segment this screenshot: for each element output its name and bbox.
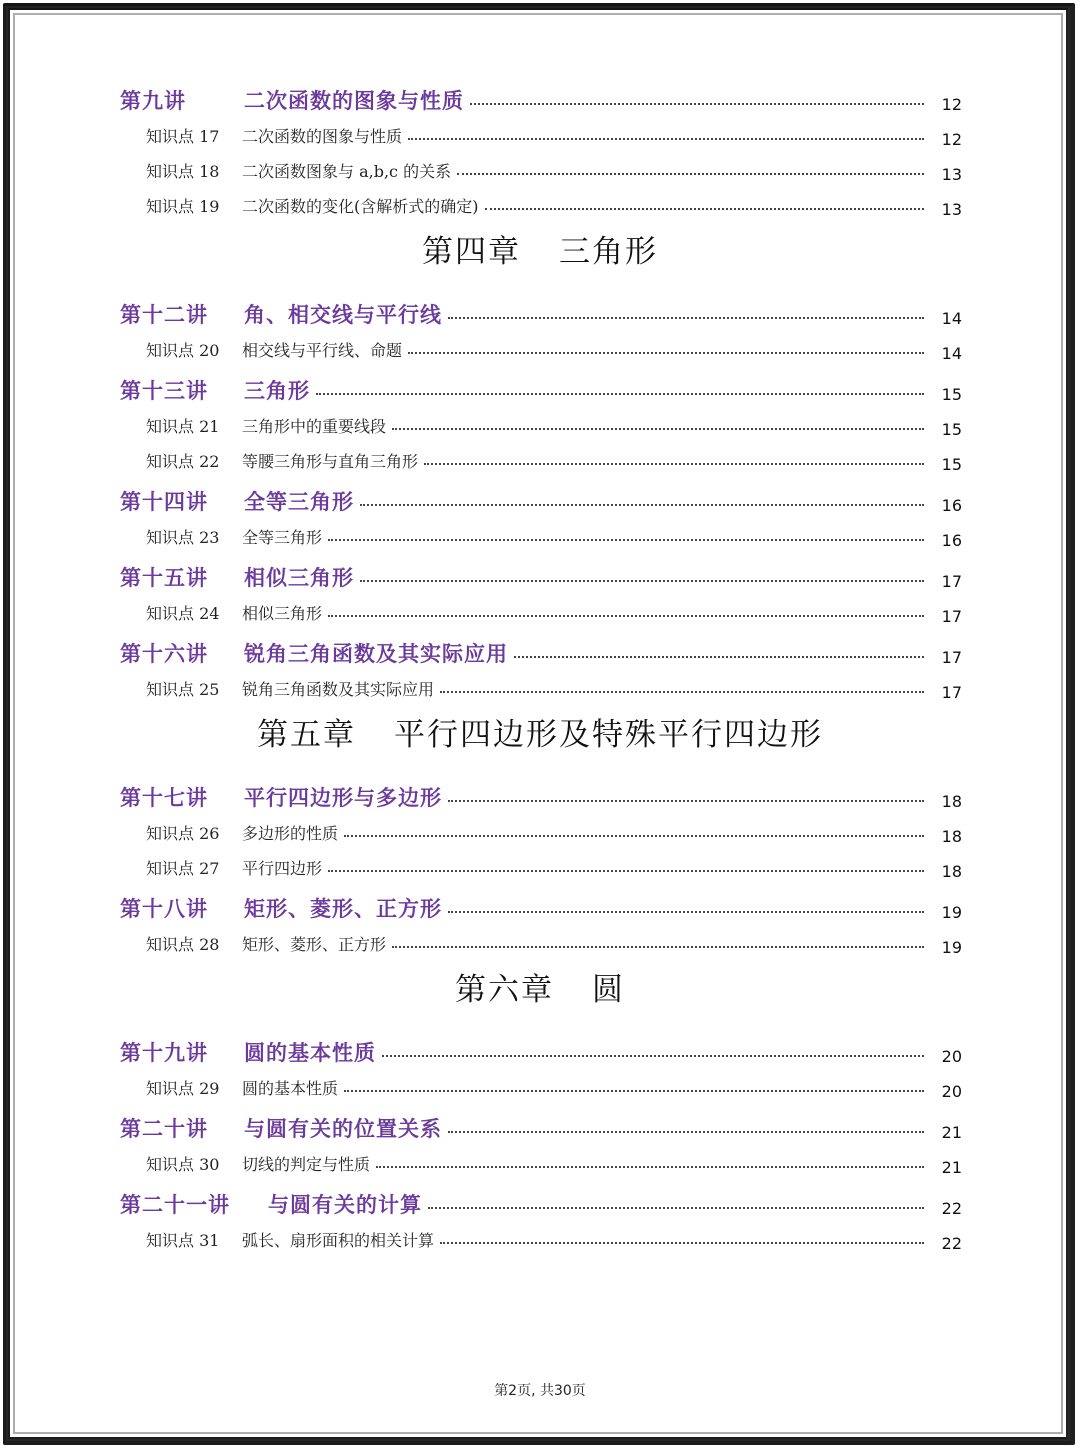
page-number: 21 <box>941 1157 962 1177</box>
dot-leader <box>448 911 924 913</box>
entry-number: 第十八讲 <box>120 897 208 921</box>
entry-number: 知识点 31 <box>146 1230 220 1250</box>
dot-leader <box>448 1131 924 1133</box>
page-number: 17 <box>941 682 962 702</box>
entry-label <box>120 85 464 115</box>
entry-label <box>146 601 322 624</box>
toc-lecture-entry[interactable] <box>120 638 962 668</box>
dot-leader <box>440 691 924 693</box>
entry-title: 全等三角形 <box>242 527 323 547</box>
entry-label <box>120 299 442 329</box>
entry-title: 平行四边形 <box>242 858 323 878</box>
dot-leader <box>440 1242 924 1244</box>
toc-lecture-entry[interactable] <box>120 1113 962 1143</box>
chapter-title: 圆 <box>592 971 625 1008</box>
entry-label <box>146 338 402 361</box>
page-number: 20 <box>941 1081 962 1101</box>
toc-lecture-entry[interactable] <box>120 893 962 923</box>
entry-number: 知识点 25 <box>146 679 220 699</box>
dot-leader <box>448 317 924 319</box>
toc-knowledge-point-entry[interactable] <box>146 673 962 703</box>
toc-lecture-entry[interactable] <box>120 486 962 516</box>
dot-leader <box>470 103 924 105</box>
entry-title: 平行四边形与多边形 <box>244 786 442 810</box>
dot-leader <box>485 208 925 210</box>
entry-number: 知识点 27 <box>146 858 220 878</box>
toc-knowledge-point-entry[interactable] <box>146 334 962 364</box>
entry-label <box>120 893 442 923</box>
entry-label <box>146 159 451 182</box>
entry-title: 全等三角形 <box>244 490 354 514</box>
dot-leader <box>328 615 924 617</box>
chapter-title: 三角形 <box>559 233 658 270</box>
toc-knowledge-point-entry[interactable] <box>146 1148 962 1178</box>
entry-number: 第十四讲 <box>120 490 208 514</box>
toc-lecture-entry[interactable] <box>120 782 962 812</box>
dot-leader <box>428 1207 924 1209</box>
entry-title: 与圆有关的位置关系 <box>244 1117 442 1141</box>
dot-leader <box>328 539 924 541</box>
chapter-number: 第四章 <box>422 233 521 270</box>
entry-number: 知识点 22 <box>146 451 220 471</box>
entry-number: 知识点 19 <box>146 196 220 216</box>
entry-label <box>120 486 354 516</box>
toc-knowledge-point-entry[interactable] <box>146 190 962 220</box>
page-number: 12 <box>941 129 962 149</box>
page-number: 15 <box>941 454 962 474</box>
toc-lecture-entry[interactable] <box>120 299 962 329</box>
entry-label <box>120 1113 442 1143</box>
entry-title: 相似三角形 <box>244 566 354 590</box>
entry-label <box>120 638 508 668</box>
dot-leader <box>360 580 924 582</box>
entry-label <box>146 525 322 548</box>
page-number: 16 <box>941 495 962 515</box>
page-number: 16 <box>941 530 962 550</box>
entry-label <box>146 677 434 700</box>
page-number: 22 <box>941 1233 962 1253</box>
dot-leader <box>408 352 924 354</box>
page-footer: 第2页, 共30页 <box>494 1383 586 1399</box>
entry-label <box>120 375 310 405</box>
chapter-title: 平行四边形及特殊平行四边形 <box>394 716 823 753</box>
entry-number: 知识点 18 <box>146 161 220 181</box>
entry-number: 第二十一讲 <box>120 1193 230 1217</box>
toc-knowledge-point-entry[interactable] <box>146 521 962 551</box>
entry-title: 三角形 <box>244 379 310 403</box>
entry-title: 矩形、菱形、正方形 <box>244 897 442 921</box>
entry-number: 第十三讲 <box>120 379 208 403</box>
entry-title: 圆的基本性质 <box>244 1041 376 1065</box>
toc-lecture-entry[interactable] <box>120 1037 962 1067</box>
entry-title: 矩形、菱形、正方形 <box>242 934 387 954</box>
toc-knowledge-point-entry[interactable] <box>146 852 962 882</box>
entry-title: 多边形的性质 <box>242 823 339 843</box>
page-number: 13 <box>941 199 962 219</box>
chapter-number: 第六章 <box>455 971 554 1008</box>
page-number: 19 <box>941 902 962 922</box>
entry-number: 知识点 20 <box>146 340 220 360</box>
entry-title: 切线的判定与性质 <box>242 1154 371 1174</box>
toc-lecture-entry[interactable] <box>120 562 962 592</box>
page-number: 13 <box>941 164 962 184</box>
toc-lecture-entry[interactable] <box>120 85 962 115</box>
toc-lecture-entry[interactable] <box>120 1189 962 1219</box>
page-number: 18 <box>941 826 962 846</box>
dot-leader <box>457 173 924 175</box>
page-number: 21 <box>941 1122 962 1142</box>
dot-leader <box>344 835 924 837</box>
toc-knowledge-point-entry[interactable] <box>146 155 962 185</box>
entry-label <box>146 1228 434 1251</box>
entry-title: 角、相交线与平行线 <box>244 303 442 327</box>
dot-leader <box>424 463 924 465</box>
dot-leader <box>328 870 924 872</box>
entry-number: 知识点 28 <box>146 934 220 954</box>
entry-number: 第十二讲 <box>120 303 208 327</box>
dot-leader <box>448 800 924 802</box>
entry-label <box>120 782 442 812</box>
entry-number: 第十九讲 <box>120 1041 208 1065</box>
entry-label <box>146 414 386 437</box>
entry-label <box>146 821 338 844</box>
entry-label <box>120 1189 422 1219</box>
dot-leader <box>408 138 924 140</box>
entry-number: 知识点 26 <box>146 823 220 843</box>
entry-label <box>120 562 354 592</box>
toc-lecture-entry[interactable] <box>120 375 962 405</box>
entry-number: 知识点 23 <box>146 527 220 547</box>
entry-number: 知识点 21 <box>146 416 220 436</box>
dot-leader <box>392 428 924 430</box>
entry-title: 相似三角形 <box>242 603 323 623</box>
page-number: 15 <box>941 384 962 404</box>
page-number: 22 <box>941 1198 962 1218</box>
dot-leader <box>360 504 924 506</box>
entry-number: 第九讲 <box>120 89 186 113</box>
dot-leader <box>514 656 924 658</box>
entry-label <box>146 449 418 472</box>
entry-label <box>120 1037 376 1067</box>
entry-title: 锐角三角函数及其实际应用 <box>242 679 435 699</box>
chapter-heading <box>0 226 1080 270</box>
toc-knowledge-point-entry[interactable] <box>146 597 962 627</box>
dot-leader <box>316 393 924 395</box>
toc-knowledge-point-entry[interactable] <box>146 445 962 475</box>
entry-label <box>146 1076 338 1099</box>
entry-title: 二次函数的变化(含解析式的确定) <box>242 196 479 216</box>
toc-knowledge-point-entry[interactable] <box>146 817 962 847</box>
entry-label <box>146 194 479 217</box>
chapter-heading <box>0 709 1080 753</box>
entry-number: 第十五讲 <box>120 566 208 590</box>
page-number: 18 <box>941 861 962 881</box>
page-number: 17 <box>941 647 962 667</box>
page-number: 17 <box>941 571 962 591</box>
chapter-number: 第五章 <box>257 716 356 753</box>
entry-title: 二次函数图象与 a,b,c 的关系 <box>242 161 452 181</box>
dot-leader <box>376 1166 924 1168</box>
entry-number: 第十六讲 <box>120 642 208 666</box>
page-number: 19 <box>941 937 962 957</box>
entry-title: 二次函数的图象与性质 <box>244 89 464 113</box>
entry-label <box>146 1152 370 1175</box>
page-number: 17 <box>941 606 962 626</box>
entry-title: 三角形中的重要线段 <box>242 416 387 436</box>
dot-leader <box>344 1090 924 1092</box>
entry-number: 知识点 30 <box>146 1154 220 1174</box>
entry-label <box>146 932 386 955</box>
entry-label <box>146 856 322 879</box>
toc-knowledge-point-entry[interactable] <box>146 120 962 150</box>
entry-label <box>146 124 402 147</box>
entry-number: 知识点 29 <box>146 1078 220 1098</box>
page-number: 12 <box>941 94 962 114</box>
toc-knowledge-point-entry[interactable] <box>146 928 962 958</box>
toc-knowledge-point-entry[interactable] <box>146 410 962 440</box>
toc-knowledge-point-entry[interactable] <box>146 1224 962 1254</box>
dot-leader <box>392 946 924 948</box>
page-number: 20 <box>941 1046 962 1066</box>
entry-number: 第十七讲 <box>120 786 208 810</box>
toc-knowledge-point-entry[interactable] <box>146 1072 962 1102</box>
dot-leader <box>382 1055 924 1057</box>
entry-title: 与圆有关的计算 <box>268 1193 422 1217</box>
entry-number: 第二十讲 <box>120 1117 208 1141</box>
entry-title: 弧长、扇形面积的相关计算 <box>242 1230 435 1250</box>
entry-number: 知识点 17 <box>146 126 220 146</box>
chapter-heading <box>0 964 1080 1008</box>
entry-title: 等腰三角形与直角三角形 <box>242 451 419 471</box>
entry-title: 相交线与平行线、命题 <box>242 340 403 360</box>
page-number: 14 <box>941 308 962 328</box>
page-number: 14 <box>941 343 962 363</box>
entry-title: 圆的基本性质 <box>242 1078 339 1098</box>
entry-title: 二次函数的图象与性质 <box>242 126 403 146</box>
entry-number: 知识点 24 <box>146 603 220 623</box>
entry-title: 锐角三角函数及其实际应用 <box>244 642 508 666</box>
page-number: 18 <box>941 791 962 811</box>
page-number: 15 <box>941 419 962 439</box>
